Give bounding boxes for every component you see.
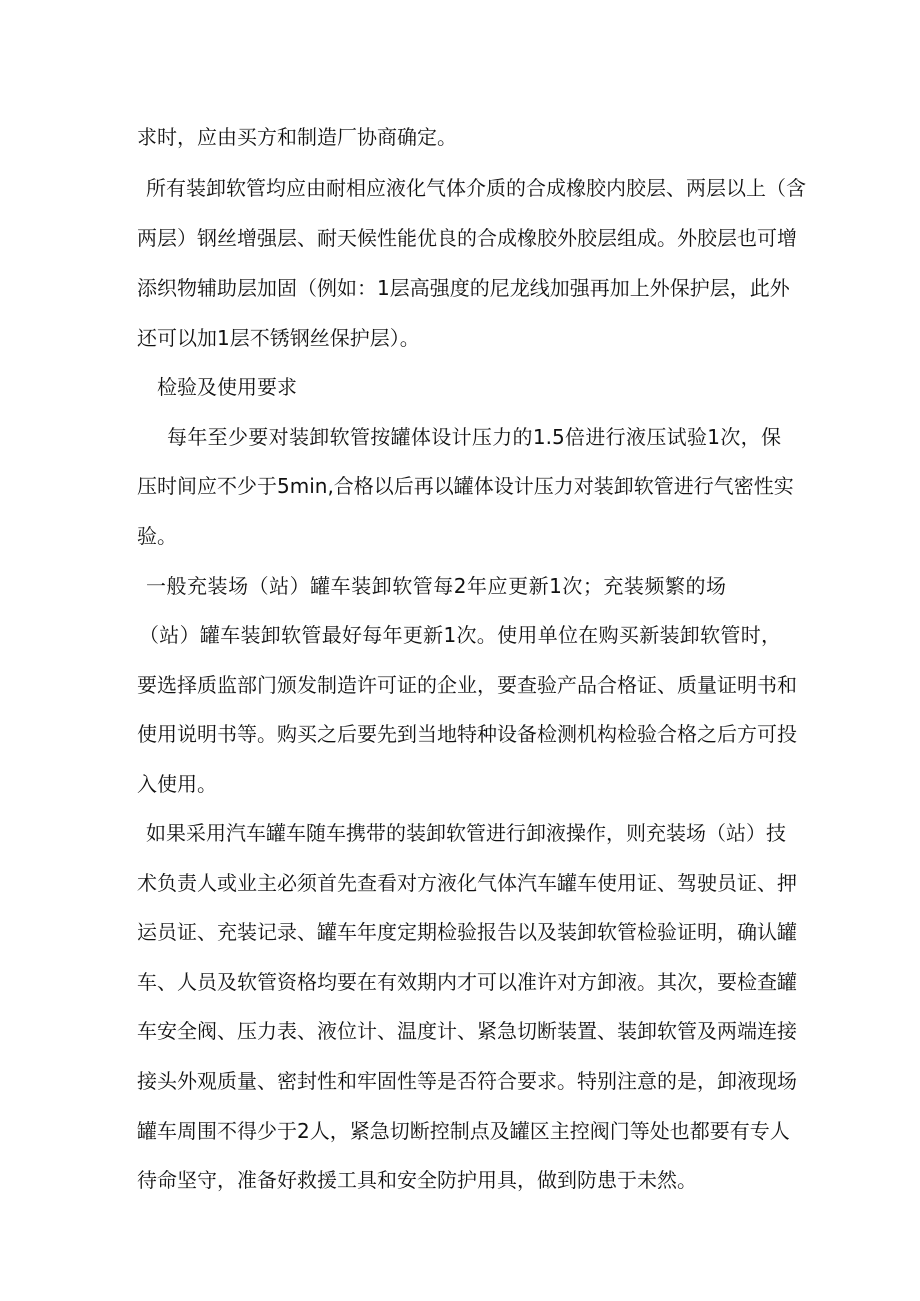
text-line: 待命坚守，准备好救援工具和安全防护用具，做到防患于未然。 <box>137 1168 697 1192</box>
section-heading: 检验及使用要求 <box>157 375 297 399</box>
text-line: 运员证、充装记录、罐车年度定期检验报告以及装卸软管检验证明，确认罐 <box>137 920 797 944</box>
text-line: 使用说明书等。购买之后要先到当地特种设备检测机构检验合格之后方可投 <box>137 722 797 746</box>
text-line: 车、人员及软管资格均要在有效期内才可以准许对方卸液。其次，要检查罐 <box>137 970 797 994</box>
text-line: 术负责人或业主必须首先查看对方液化气体汽车罐车使用证、驾驶员证、押 <box>137 871 797 895</box>
text-line: 入使用。 <box>137 772 217 796</box>
text-line: 压时间应不少于5min,合格以后再以罐体设计压力对装卸软管进行气密性实 <box>137 474 794 498</box>
text-line: 所有装卸软管均应由耐相应液化气体介质的合成橡胶内胶层、两层以上（含 <box>146 176 806 200</box>
text-line: （站）罐车装卸软管最好每年更新1次。使用单位在购买新装卸软管时， <box>139 623 781 647</box>
text-line: 两层）钢丝增强层、耐天候性能优良的合成橡胶外胶层组成。外胶层也可增 <box>137 226 797 250</box>
text-line: 还可以加1层不锈钢丝保护层）。 <box>137 326 420 350</box>
text-line: 验。 <box>137 524 177 548</box>
text-line: 要选择质监部门颁发制造许可证的企业，要查验产品合格证、质量证明书和 <box>137 673 797 697</box>
text-line: 求时，应由买方和制造厂协商确定。 <box>137 125 457 149</box>
text-line: 接头外观质量、密封性和牢固性等是否符合要求。特别注意的是，卸液现场 <box>137 1069 797 1093</box>
text-line: 每年至少要对装卸软管按罐体设计压力的1.5倍进行液压试验1次，保 <box>167 425 781 449</box>
text-line: 如果采用汽车罐车随车携带的装卸软管进行卸液操作，则充装场（站）技 <box>146 821 786 845</box>
text-line: 车安全阀、压力表、液位计、温度计、紧急切断装置、装卸软管及两端连接 <box>137 1019 797 1043</box>
text-line: 罐车周围不得少于2人，紧急切断控制点及罐区主控阀门等处也都要有专人 <box>137 1119 790 1143</box>
text-line: 添织物辅助层加固（例如：1层高强度的尼龙线加强再加上外保护层，此外 <box>137 276 790 300</box>
text-line: 一般充装场（站）罐车装卸软管每2年应更新1次；充装频繁的场 <box>146 574 726 598</box>
